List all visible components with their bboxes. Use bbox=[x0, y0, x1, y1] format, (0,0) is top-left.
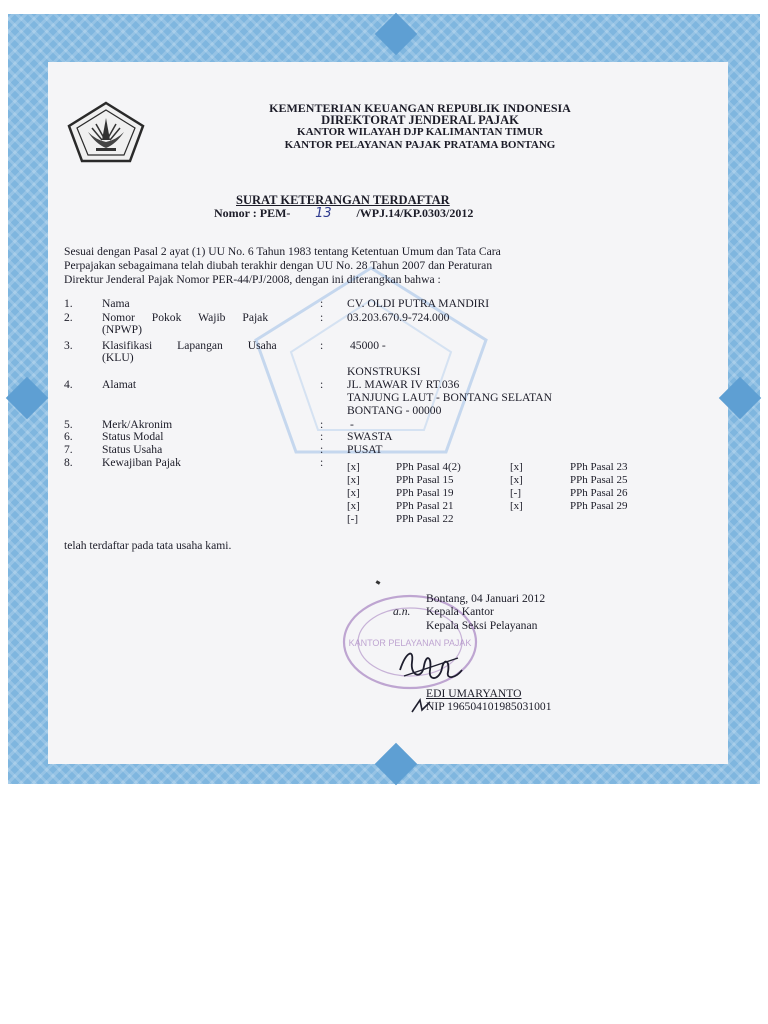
item-label: Merk/Akronim bbox=[102, 418, 173, 431]
obligation-mark: [x] bbox=[347, 474, 360, 486]
obligation-mark: [-] bbox=[510, 487, 521, 499]
obligation-mark: [x] bbox=[347, 487, 360, 499]
item-label: Nama bbox=[102, 297, 130, 310]
item-number: 5. bbox=[64, 418, 73, 431]
header-regional-office: KANTOR WILAYAH DJP KALIMANTAN TIMUR bbox=[297, 126, 543, 138]
item-value-npwp: 03.203.670.9-724.000 bbox=[347, 311, 450, 324]
obligation-name: PPh Pasal 21 bbox=[396, 500, 454, 512]
item-value-address-2: TANJUNG LAUT - BONTANG SELATAN bbox=[347, 391, 553, 404]
obligation-mark: [x] bbox=[510, 461, 523, 473]
item-label: Nomor Pokok Wajib Pajak bbox=[102, 311, 269, 324]
header-ministry: KEMENTERIAN KEUANGAN REPUBLIK INDONESIA bbox=[269, 101, 571, 115]
signer-role-1: Kepala Kantor bbox=[426, 605, 494, 618]
item-label: Status Usaha bbox=[102, 443, 163, 456]
obligation-name: PPh Pasal 19 bbox=[396, 487, 454, 499]
item-number: 8. bbox=[64, 456, 73, 469]
header-tax-office: KANTOR PELAYANAN PAJAK PRATAMA BONTANG bbox=[284, 139, 556, 151]
header-directorate: DIREKTORAT JENDERAL PAJAK bbox=[321, 113, 519, 127]
number-suffix: /WPJ.14/KP.0303/2012 bbox=[356, 206, 474, 220]
item-number: 2. bbox=[64, 311, 73, 324]
item-colon: : bbox=[320, 430, 324, 443]
on-behalf-label: a.n. bbox=[393, 605, 411, 618]
item-label: Kewajiban Pajak bbox=[102, 456, 181, 469]
signing-place-date: Bontang, 04 Januari 2012 bbox=[426, 592, 546, 605]
item-number: 4. bbox=[64, 378, 73, 391]
obligation-mark: [-] bbox=[347, 513, 358, 525]
item-value-address-1: JL. MAWAR IV RT.036 bbox=[347, 378, 460, 391]
item-colon: : bbox=[320, 378, 324, 391]
item-value-name: CV. OLDI PUTRA MANDIRI bbox=[347, 297, 490, 310]
obligation-name: PPh Pasal 23 bbox=[570, 461, 628, 473]
item-value-business-status: PUSAT bbox=[347, 443, 383, 456]
item-number: 3. bbox=[64, 339, 73, 352]
item-value-klu: 45000 - bbox=[350, 339, 386, 352]
intro-line-1: Sesuai dengan Pasal 2 ayat (1) UU No. 6 Tahun 1983 tentang Ketentuan Umum dan Tata Cara bbox=[64, 245, 501, 258]
item-number: 7. bbox=[64, 443, 73, 456]
item-value-brand: - bbox=[350, 418, 354, 431]
item-colon: : bbox=[320, 418, 324, 431]
stamp-text: KANTOR PELAYANAN PAJAK bbox=[348, 638, 472, 648]
item-value-capital-status: SWASTA bbox=[347, 430, 393, 443]
item-label: Status Modal bbox=[102, 430, 164, 443]
item-colon: : bbox=[320, 339, 324, 352]
number-handwritten: 13 bbox=[315, 206, 332, 221]
item-colon: : bbox=[320, 311, 324, 324]
item-value-klu-desc: KONSTRUKSI bbox=[347, 365, 421, 378]
obligation-mark: [x] bbox=[510, 500, 523, 512]
obligation-mark: [x] bbox=[510, 474, 523, 486]
signer-name: EDI UMARYANTO bbox=[426, 687, 522, 700]
obligation-name: PPh Pasal 25 bbox=[570, 474, 628, 486]
signer-role-2: Kepala Seksi Pelayanan bbox=[426, 619, 538, 632]
obligation-name: PPh Pasal 26 bbox=[570, 487, 628, 499]
obligation-name: PPh Pasal 15 bbox=[396, 474, 454, 486]
obligation-name: PPh Pasal 29 bbox=[570, 500, 628, 512]
item-value-address-3: BONTANG - 00000 bbox=[347, 404, 442, 417]
ministry-logo-icon bbox=[66, 100, 146, 164]
item-number: 6. bbox=[64, 430, 73, 443]
intro-line-3: Direktur Jenderal Pajak Nomor PER-44/PJ/2008, dengan ini diterangkan bahwa : bbox=[64, 273, 441, 286]
obligation-mark: [x] bbox=[347, 461, 360, 473]
number-prefix: Nomor : PEM- bbox=[214, 206, 291, 220]
signer-nip: NIP 196504101985031001 bbox=[426, 700, 552, 713]
document-number bbox=[214, 206, 473, 221]
item-number: 1. bbox=[64, 297, 73, 310]
item-colon: : bbox=[320, 456, 324, 469]
obligation-name: PPh Pasal 22 bbox=[396, 513, 454, 525]
obligation-mark: [x] bbox=[347, 500, 360, 512]
item-colon: : bbox=[320, 297, 324, 310]
document-title: SURAT KETERANGAN TERDAFTAR bbox=[236, 193, 450, 207]
item-label-sub: (NPWP) bbox=[102, 323, 142, 336]
obligation-name: PPh Pasal 4(2) bbox=[396, 461, 461, 473]
item-label: Klasifikasi Lapangan Usaha bbox=[102, 339, 277, 352]
handwritten-signature bbox=[392, 640, 472, 690]
closing-statement: telah terdaftar pada tata usaha kami. bbox=[64, 539, 232, 552]
item-colon: : bbox=[320, 443, 324, 456]
item-label-sub: (KLU) bbox=[102, 351, 134, 364]
intro-line-2: Perpajakan sebagaimana telah diubah terakhir dengan UU No. 28 Tahun 2007 dan Peraturan bbox=[64, 259, 493, 272]
initial-mark bbox=[410, 696, 432, 716]
item-label: Alamat bbox=[102, 378, 137, 391]
